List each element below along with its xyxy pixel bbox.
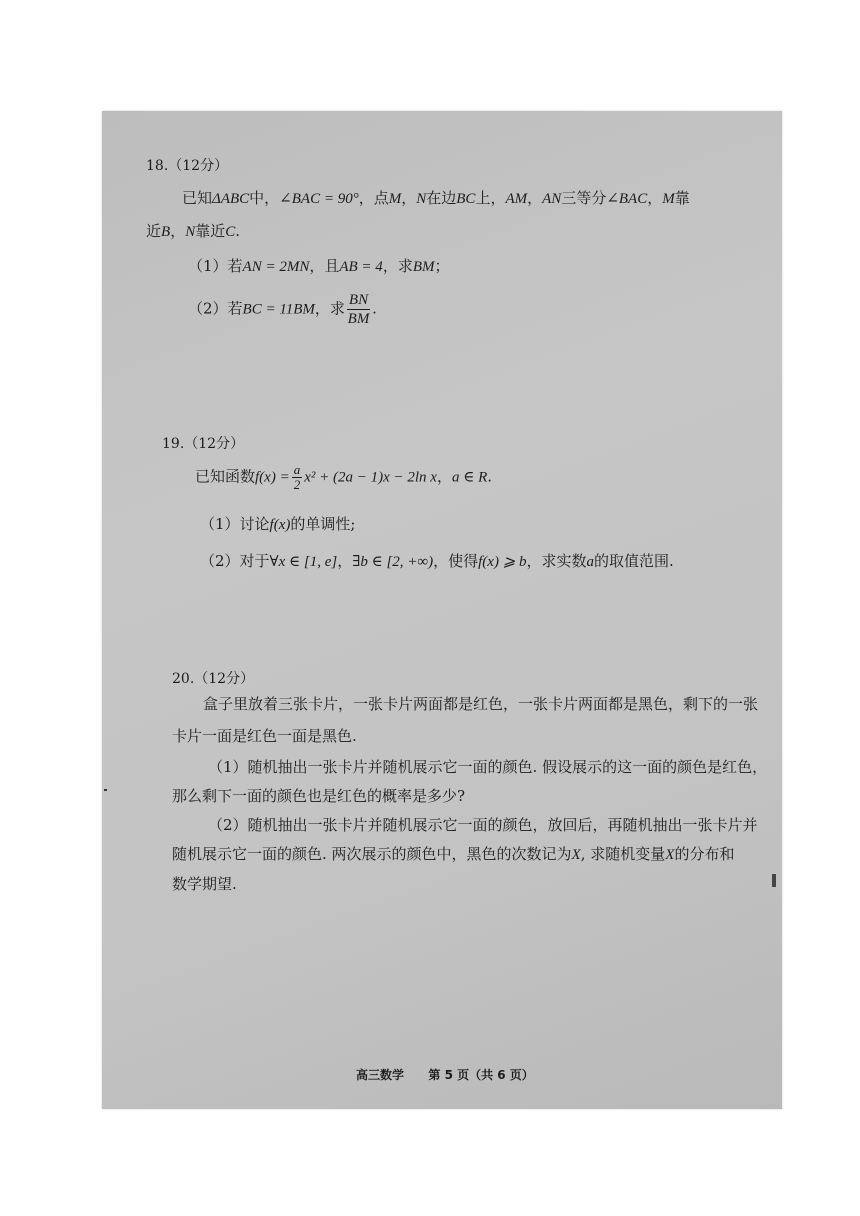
question-19-part-1: （1）讨论f(x)的单调性;	[200, 515, 356, 533]
scan-edge-mark	[772, 874, 776, 887]
question-20-part-2-line-3: 数学期望.	[172, 875, 237, 893]
question-18-part-2: （2）若BC = 11BM，求 $\frac{BN}{BM}$ .	[188, 292, 377, 327]
scan-speck	[104, 789, 107, 791]
exam-page	[102, 111, 782, 1109]
question-18-stem-line-1: 已知ΔABC中，∠BAC = 90°，点M，N在边BC上，AM，AN三等分∠BAC，M靠	[182, 189, 690, 207]
fraction-bn-over-bm: $\frac{BN}{BM}$	[347, 292, 370, 327]
question-20-heading: 20.（12分）	[172, 671, 255, 687]
question-20-stem-line-2: 卡片一面是红色一面是黑色.	[172, 727, 357, 745]
question-18-part-1: （1）若AN = 2MN，且AB = 4，求BM；	[188, 257, 450, 275]
question-19-stem: 已知函数f(x) = $\frac{a}{2}$ x² + (2a − 1)x − 2ln x，a ∈ R.	[195, 462, 493, 492]
question-18-stem-line-2: 近B，N靠近C.	[146, 222, 241, 240]
question-19-part-2: （2）对于∀x ∈ [1, e]，∃b ∈ [2, +∞)，使得f(x) ⩾ b，求实数a的取值范围.	[200, 552, 674, 570]
question-20-part-1-line-2: 那么剩下一面的颜色也是红色的概率是多少?	[172, 787, 466, 805]
footer-subject: 高三数学	[356, 1068, 405, 1082]
footer-page-number: 第 5 页（共 6 页）	[428, 1068, 534, 1082]
question-20-stem-line-1: 盒子里放着三张卡片，一张卡片两面都是红色，一张卡片两面都是黑色，剩下的一张	[203, 695, 759, 713]
fraction-a-over-2: $\frac{a}{2}$	[293, 462, 301, 492]
question-19-heading: 19.（12分）	[162, 436, 245, 452]
question-20-part-2-line-1: （2）随机抽出一张卡片并随机展示它一面的颜色，放回后，再随机抽出一张卡片并	[208, 816, 758, 834]
page-footer	[356, 1066, 534, 1083]
question-20-part-1-line-1: （1）随机抽出一张卡片并随机展示它一面的颜色. 假设展示的这一面的颜色是红色，	[208, 758, 768, 776]
question-18-heading: 18.（12分）	[146, 158, 229, 174]
question-20-part-2-line-2: 随机展示它一面的颜色. 两次展示的颜色中，黑色的次数记为X, 求随机变量X的分布和	[172, 845, 735, 863]
